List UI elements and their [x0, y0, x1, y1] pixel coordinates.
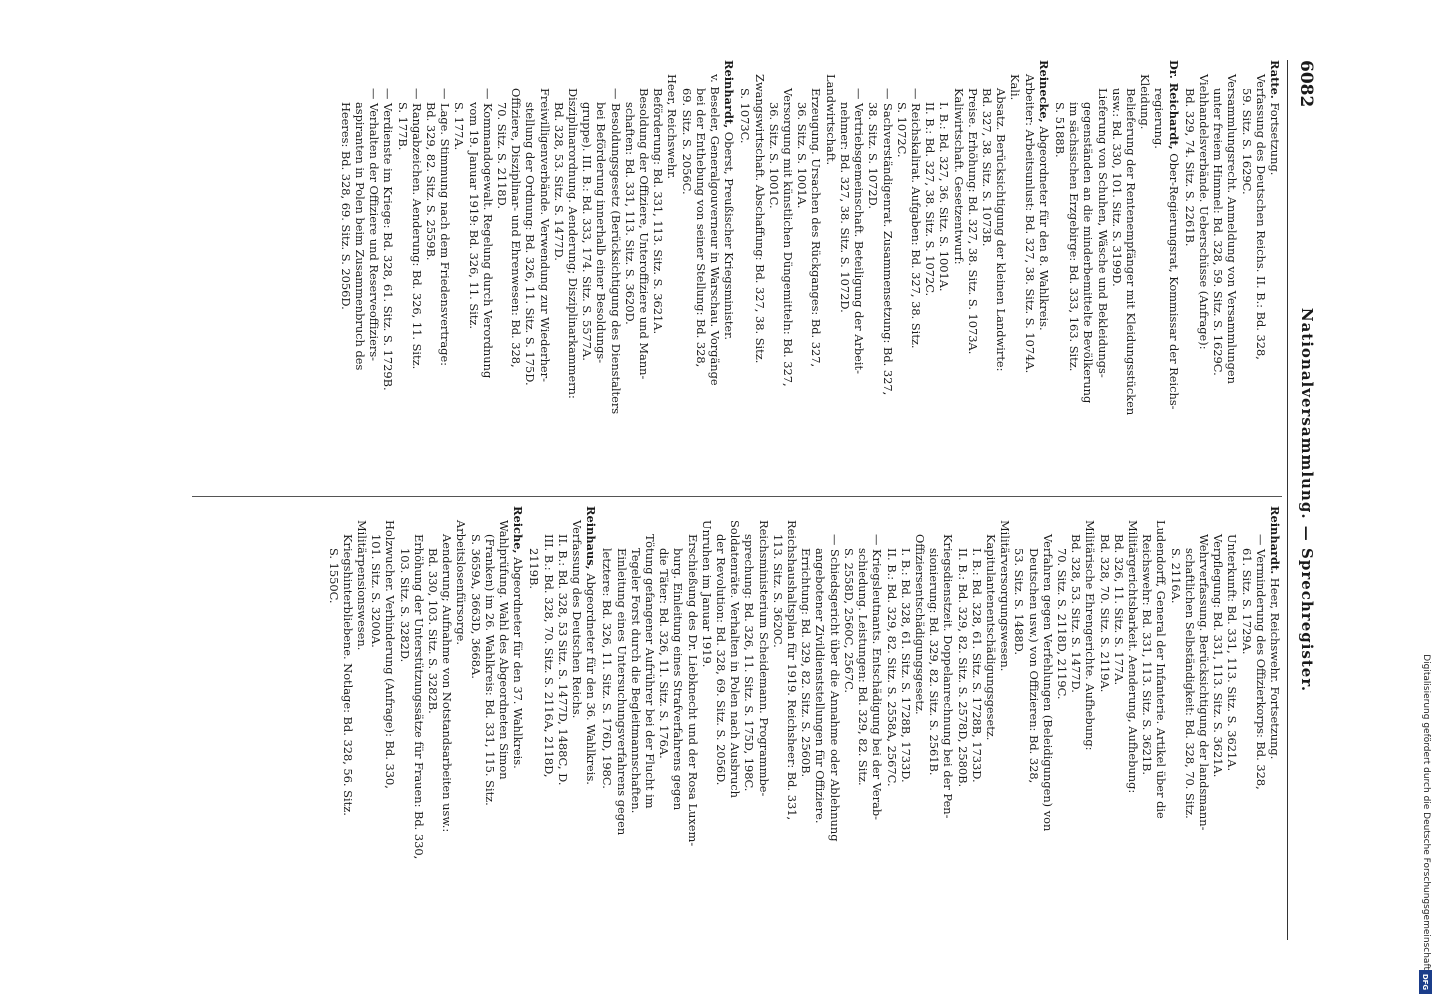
entry-line: S. 177B.	[395, 102, 410, 151]
page-header	[1290, 60, 1316, 940]
entry-line: Deutschen usw.) von Offizieren: Bd. 328,	[1026, 548, 1041, 784]
entry-line: 70. Sitz. S. 2118D.	[495, 102, 510, 209]
column-divider	[192, 496, 1282, 497]
entry-line: Verpflegung: Bd. 331, 113. Sitz. S. 3621A.	[1211, 534, 1226, 778]
entry-line: Bd. 329, 74. Sitz. S. 2261B.	[1182, 88, 1197, 247]
entry-line: — Verminderung des Offizierkorps: Bd. 328,	[1253, 534, 1268, 790]
entry-line: 61. Sitz. S. 1729A.	[1239, 548, 1254, 655]
entry-line: Erschießung des Dr. Liebknecht und der Rosa Luxem-	[685, 534, 700, 847]
entry-line: bei Beförderung innerhalb einer Besoldungs-	[594, 102, 609, 364]
right-column	[182, 506, 1282, 936]
entry-line: — Verdienste im Kriege: Bd. 328, 61. Sitz. S. 1729B.	[381, 88, 396, 391]
page-title: Nationalversammlung. — Sprechregister.	[1298, 307, 1316, 693]
entry-line: 2119B.	[527, 548, 542, 589]
entry-line: letztere: Bd. 326, 11. Sitz. S. 176D, 198C.	[600, 548, 615, 789]
entry-line: I. B.: Bd. 328, 61. Sitz. S. 1728B, 1733D.	[898, 548, 913, 783]
entry-line: Erzeugung. Ursachen des Rückganges: Bd. 327,	[809, 88, 824, 368]
entry-line: S. 3659A, 3663D, 3668A.	[468, 534, 483, 679]
entry-line: Absatz. Berücksichtigung der kleinen Landwirte:	[994, 88, 1009, 372]
entry-line: Heer, Reichswehr.	[665, 74, 680, 180]
entry-line: gruppe). III. B.: Bd. 333, 174. Sitz. S. 5577A.	[580, 102, 595, 361]
register-entry	[339, 60, 737, 490]
entry-heading: Reinhaus, Abgeordneter für den 36. Wahlkreis.	[584, 506, 599, 785]
entry-line: — Vertriebsgemeinschaft. Beteiligung der Arbeit-	[852, 88, 867, 374]
entry-line: 70. Sitz. S. 2118D, 2119C.	[1054, 548, 1069, 700]
entry-line: Bd. 329, 82. Sitz. S. 2559B.	[424, 102, 439, 261]
entry-line: 69. Sitz. S. 2056C.	[679, 88, 694, 195]
entry-line: S. 177A.	[452, 102, 467, 151]
entry-line: Offiziere, Disziplinar- und Ehrenwesen: Bd. 328,	[509, 88, 524, 368]
entry-line: 113. Sitz. S. 3620C.	[770, 534, 785, 648]
entry-line: Bd. 328, 70. Sitz. S. 2119A.	[1097, 534, 1112, 693]
left-column	[182, 60, 1282, 490]
entry-line: 36. Sitz. S. 1001C.	[766, 102, 781, 209]
entry-line: Bd. 328, 53. Sitz. S. 1477D.	[551, 102, 566, 261]
entry-line: angebotener Zivildienststellungen für Offiziere.	[813, 548, 828, 824]
entry-line: Beförderung: Bd. 331, 113. Sitz. S. 3621A.	[651, 88, 666, 335]
entry-line: unter freiem Himmel: Bd. 328, 59. Sitz. S. 1629C.	[1211, 88, 1226, 376]
register-entry	[527, 506, 598, 936]
headword: Reinhardt,	[722, 60, 737, 129]
dfg-logo-text: DFG	[1421, 973, 1430, 991]
entry-line: Erhöhung der Unterstützungssätze für Frauen: Bd. 330,	[411, 534, 426, 860]
entry-line: Belieferung der Rentenempfänger mit Kleidungsstücken	[1123, 88, 1138, 416]
headword: Dr. Reichardt,	[1166, 60, 1181, 150]
entry-line: regierung.	[1152, 88, 1167, 149]
entry-line: Offiziersentschädigungsgesetz.	[912, 534, 927, 715]
entry-line: I. B.: Bd. 328, 61. Sitz. S. 1728B, 1733D.	[969, 548, 984, 783]
entry-line: v. Beseler, Generalgouverneur in Warschau. Vorgänge	[708, 74, 723, 386]
entry-line: die Täter: Bd. 326, 11. Sitz. S. 176A.	[657, 548, 672, 759]
entry-line: Wahlprüfung. Wahl des Abgeordneten Simon	[497, 520, 512, 780]
entry-line: bei der Enthebung von seiner Stellung: Bd. 328,	[693, 88, 708, 368]
entry-line: burg. Einleitung eines Strafverfahrens gegen	[671, 548, 686, 811]
entry-line: Soldatenräte. Verhalten in Polen nach Ausbruch	[728, 520, 743, 798]
entry-line: sionierung: Bd. 329, 82. Sitz. S. 2561B.	[927, 548, 942, 776]
register-entry	[600, 506, 1282, 936]
funding-note: Digitalisierung gefördert durch die Deutsche Forschungsgemeinschaft	[1421, 654, 1431, 970]
entry-line: — Besoldungsgesetz (Berücksichtigung des Dienstalters	[608, 88, 623, 415]
register-entry	[738, 60, 1050, 490]
register-entry	[326, 506, 525, 936]
entry-line: Bd. 326, 11. Sitz. S. 177A.	[1111, 534, 1126, 686]
entry-line: Freiwilligenverbände. Verwendung zur Wiederher-	[537, 88, 552, 382]
digitization-sidebar	[1418, 0, 1434, 1000]
entry-line: Militärische Ehrengerichte. Aufhebung:	[1083, 520, 1098, 751]
entry-line: 101. Sitz. S. 3200A.	[369, 534, 384, 648]
entry-line: 53. Sitz. S. 1488D.	[1012, 548, 1027, 655]
entry-line: (Franken) im 26. Wahlkreis: Bd. 331, 115. Sitz.	[482, 534, 497, 806]
entry-line: — Verhalten der Offiziere und Reserveoffiziers-	[367, 88, 382, 362]
entry-line: 38. Sitz. S. 1072D.	[866, 102, 881, 209]
entry-line: Kriegshinterbliebene. Notlage: Bd. 328, 56. Sitz.	[340, 534, 355, 816]
entry-line: Versorgung mit künstlichen Düngemitteln: Bd. 327,	[781, 88, 796, 387]
entry-line: II. B.: Bd. 327, 38. Sitz. S. 1072C.	[923, 102, 938, 297]
entry-line: Militärgerichtsbarkeit. Aenderung, Aufhebung:	[1125, 520, 1140, 794]
entry-line: Reichswehr: Bd. 331, 113. Sitz. S. 3621B.	[1140, 534, 1155, 776]
entry-line: S. 1073C.	[738, 88, 753, 144]
entry-line: stellung der Ordnung: Bd. 326, 11. Sitz. S. 175D.	[523, 102, 538, 386]
entry-line: Disziplinarordnung. Aenderung; Disziplinarkammern:	[566, 88, 581, 399]
entry-line: Verfahren gegen Verfehlungen (Beleidigungen) von	[1040, 534, 1055, 832]
entry-line: Kapitulantenentschädigungsgesetz.	[983, 534, 998, 741]
headword: Reinecke,	[1036, 60, 1051, 123]
page-number: 6082	[1296, 60, 1316, 108]
entry-heading: Reinhardt, Oberst, Preußischer Kriegsminister.	[722, 60, 737, 340]
entry-heading: Dr. Reichardt, Ober-Regierungsrat, Kommissar der Reichs-	[1166, 60, 1181, 410]
entry-line: II. B.: Bd. 329, 82. Sitz. S. 2578D, 2580B.	[955, 548, 970, 788]
entry-line: Arbeitslosenfürsorge.	[454, 520, 469, 645]
register-entry	[1183, 60, 1282, 490]
entry-line: Heeres: Bd. 328, 69. Sitz. S. 2056D.	[338, 102, 353, 310]
entry-line: aspiranten in Polen beim Zusammenbruch des	[353, 102, 367, 371]
entry-line: 103. Sitz. S. 3282D.	[397, 548, 412, 663]
entry-heading: Ratte. Fortsetzung.	[1268, 60, 1282, 176]
entry-line: Tegeler Forst durch die Begleitmannschaften.	[628, 548, 643, 814]
entry-line: Lieferung von Schuhen, Wäsche und Bekleidungs-	[1095, 88, 1110, 378]
entry-line: Bd. 328, 53. Sitz. S. 1477D.	[1069, 534, 1084, 693]
entry-line: — Kriegsleutnants. Entschädigung bei der Verab-	[870, 534, 885, 820]
entry-line: Tötung gefangener Aufrührer bei der Flucht im	[643, 534, 658, 809]
entry-line: 59. Sitz. S. 1629C.	[1239, 88, 1254, 195]
entry-line: S. 5188B.	[1052, 102, 1067, 158]
header-rule	[1287, 60, 1288, 940]
register-entry	[1053, 60, 1181, 490]
dfg-logo	[1419, 970, 1432, 994]
entry-line: Versammlungsrecht. Anmeldung von Versammlungen	[1225, 74, 1240, 384]
entry-line: Bd. 327, 38. Sitz. S. 1073B.	[979, 88, 994, 247]
entry-line: im sächsischen Erzgebirge: Bd. 333, 163. Sitz.	[1067, 102, 1082, 372]
entry-line: Errichtung: Bd. 329, 82. Sitz. S. 2560B.	[799, 548, 814, 778]
entry-line: Verfassung des Deutschen Reichs. II. B.: Bd. 328,	[1253, 74, 1268, 360]
entry-line: Bd. 330, 103. Sitz. S. 3282B.	[426, 548, 441, 714]
entry-line: sprechung: Bd. 326, 11. Sitz. S. 175D, 198C.	[742, 534, 757, 792]
entry-line: Ludendorff, General der Infanterie. Artikel über die	[1154, 520, 1169, 819]
entry-line: Militärpensionswesen.	[355, 520, 369, 651]
entry-line: vom 19. Januar 1919: Bd. 326, 11. Sitz.	[466, 102, 481, 330]
entry-line: usw.: Bd. 330, 101. Sitz. S. 3199D.	[1109, 88, 1124, 287]
entry-line: gegenständen an die minderbemittelte Bevölkerung	[1081, 102, 1096, 404]
entry-line: II. B.: Bd. 329, 82. Sitz. S. 2558A, 2567C.	[884, 548, 899, 787]
entry-line: Wehrverfassung. Berücksichtigung der landsmann-	[1196, 534, 1211, 831]
entry-line: Reichshaushaltsplan für 1919. Reichsheer: Bd. 331,	[785, 520, 800, 821]
entry-line: Besoldung der Offiziere, Unteroffiziere und Mann-	[637, 88, 652, 380]
entry-line: — Sachverständigenrat. Zusammensetzung: Bd. 327,	[880, 88, 895, 396]
entry-line: II. B.: Bd. 328, 53 Sitz. S. 1477D, 1488C, D.	[555, 534, 570, 786]
headword: Reinhaus,	[584, 506, 599, 570]
entry-line: S. 1550C.	[326, 548, 341, 604]
headword: Ratte.	[1268, 60, 1282, 99]
entry-line: Verfassung des Deutschen Reichs.	[570, 520, 585, 719]
headword: Reiche,	[511, 506, 526, 554]
entry-heading: Reinecke, Abgeordneter für den 8. Wahlkreis.	[1036, 60, 1051, 331]
entry-line: Reichsministerium Scheidemann. Programmbe-	[756, 520, 771, 797]
entry-heading: Reinhardt. Heer, Reichswehr. Fortsetzung.	[1268, 506, 1282, 760]
entry-line: schaftlichen Selbständigkeit: Bd. 328, 70. Sitz.	[1182, 548, 1197, 819]
entry-line: III. B.: Bd. 328, 70. Sitz. S. 2116A, 2118D,	[541, 534, 556, 778]
entry-line: — Kommandogewalt. Regelung durch Verordnung	[480, 88, 495, 379]
entry-line: Militärversorgungswesen.	[998, 520, 1013, 672]
entry-line: Zwangswirtschaft. Abschaffung: Bd. 327, 38. Sitz.	[752, 74, 767, 364]
entry-line: — Schiedsgericht über die Annahme oder Ablehnung	[827, 534, 842, 842]
entry-line: I. B.: Bd. 327, 36. Sitz. S. 1001A.	[937, 102, 952, 292]
entry-line: S. 2116A.	[1168, 548, 1183, 604]
entry-line: 36. Sitz. S. 1001A.	[795, 102, 810, 209]
entry-line: Kali.	[1008, 74, 1023, 101]
entry-line: Aenderung; Aufnahme von Notstandsarbeiten usw.:	[440, 534, 455, 833]
entry-line: — Rangabzeichen. Aenderung: Bd. 326, 11. Sitz.	[409, 88, 424, 370]
entry-line: Unruhen im Januar 1919.	[699, 520, 714, 668]
headword: Reinhardt.	[1268, 506, 1282, 575]
entry-line: Holzwucher. Verhinderung (Anfrage): Bd. 330,	[383, 520, 398, 789]
entry-line: S. 2558D, 2560C, 2567C.	[841, 548, 856, 694]
entry-line: Preise. Erhöhung: Bd. 327, 38. Sitz. S. 1073A.	[965, 88, 980, 355]
entry-line: nehmer: Bd. 327, 38. Sitz. S. 1072D.	[837, 102, 852, 313]
entry-line: schiedung. Leistungen: Bd. 329, 82. Sitz.	[856, 548, 871, 786]
entry-line: Einleitung eines Untersuchungsverfahrens gegen	[614, 548, 629, 836]
entry-line: der Revolution: Bd. 328, 69. Sitz. S. 2056D.	[714, 534, 729, 786]
entry-line: Arbeiter: Arbeitsunlust: Bd. 327, 38. Sitz. S. 1074A.	[1022, 74, 1037, 374]
entry-line: Kaliwirtschaft. Gesetzentwurf:	[951, 88, 966, 265]
entry-line: Kriegsdienstzeit. Doppelanrechnung bei der Pen-	[941, 534, 956, 819]
entry-heading: Reiche, Abgeordneter für den 37. Wahlkreis.	[511, 506, 526, 769]
entry-line: — Reichskalirat. Aufgaben: Bd. 327, 38. Sitz.	[908, 88, 923, 349]
entry-line: S. 1072C.	[894, 102, 909, 158]
entry-line: Viehhandelsverbände. Ueberschüsse (Anfrage):	[1196, 74, 1211, 350]
entry-line: schaften: Bd. 331, 113. Sitz. S. 3620D.	[622, 102, 637, 325]
entry-line: Unterkunft: Bd. 331, 113. Sitz. S. 3621A.	[1225, 534, 1240, 772]
entry-line: Kleidung.	[1138, 74, 1153, 130]
entry-line: Landwirtschaft.	[823, 74, 838, 166]
entry-line: — Lage. Stimmung nach dem Friedensvertrage:	[438, 88, 453, 367]
